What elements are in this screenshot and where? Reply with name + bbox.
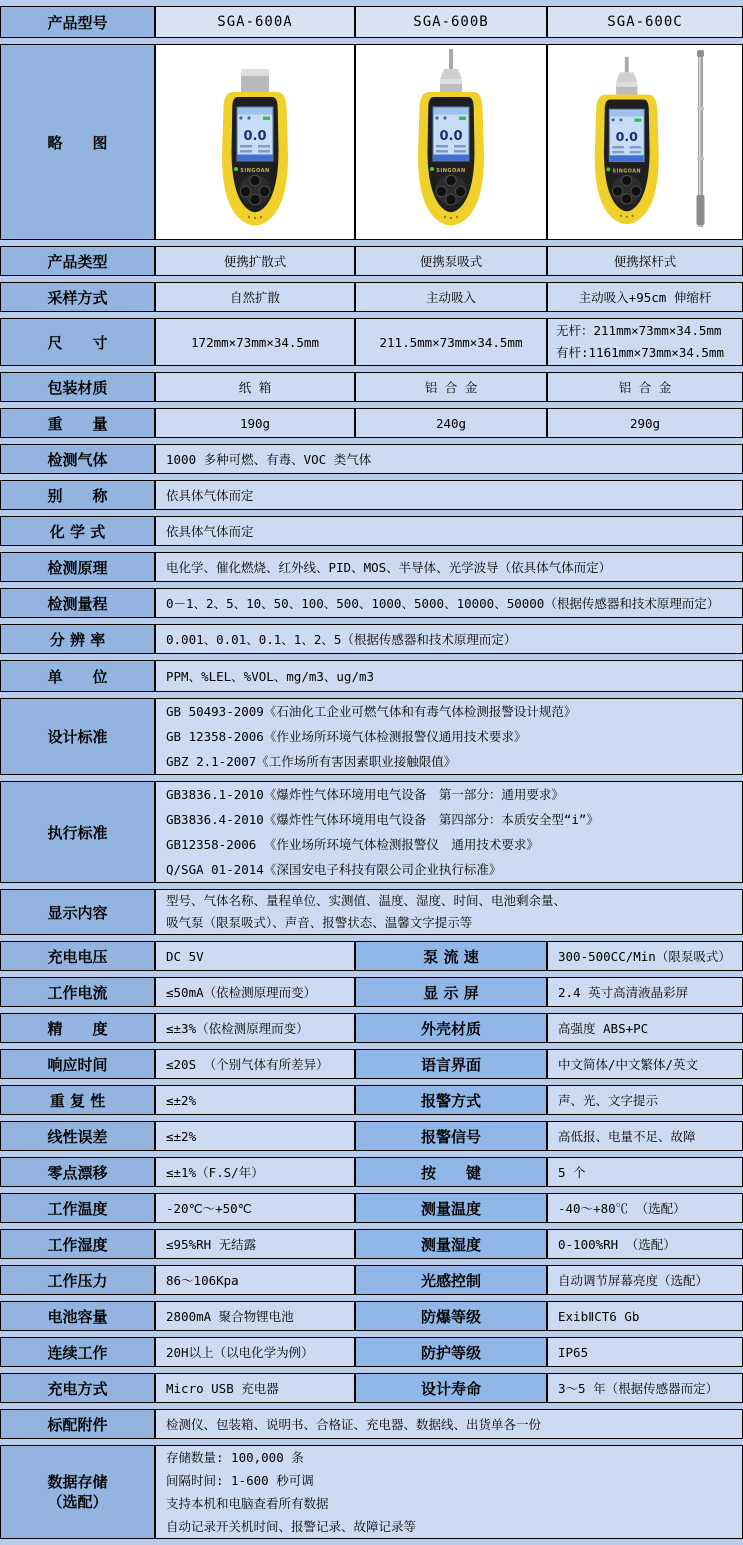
cell-model-a <box>155 318 355 366</box>
full-width-value-cell <box>155 698 743 775</box>
fan-icon <box>247 116 250 119</box>
row-header-cell <box>0 552 155 582</box>
table-row <box>0 1085 743 1115</box>
table-row <box>0 516 743 546</box>
row-header-label: 分 辨 率 <box>49 630 106 649</box>
cell-value: 吸气泵（限泵吸式）、声音、报警状态、温馨文字提示等 <box>166 915 473 930</box>
row-header-cell <box>0 1013 155 1043</box>
cell-value: 1000 多种可燃、有毒、VOC 类气体 <box>166 451 372 467</box>
row-header-label: 产品类型 <box>47 252 108 271</box>
table-row <box>0 1049 743 1079</box>
row-header-cell <box>0 408 155 438</box>
cell-value: 3～5 年（根据传感器而定） <box>558 1381 719 1396</box>
accessories-row <box>0 1409 743 1439</box>
table-row <box>0 372 743 402</box>
pump-probe <box>616 57 637 96</box>
right-value-cell <box>547 1157 743 1187</box>
cell-value: 0－1、2、5、10、50、100、500、1000、5000、10000、50000（根据传感器和技术原理而定） <box>166 595 720 611</box>
cell-model-a <box>155 408 355 438</box>
row-header-label: 工作温度 <box>47 1199 108 1218</box>
right-value-cell <box>547 1301 743 1331</box>
row-header-label: 电池容量 <box>47 1307 108 1326</box>
row-header-cell <box>0 246 155 276</box>
cell-model-b <box>355 408 547 438</box>
row-header-cell <box>355 1157 547 1187</box>
screen-reading: 0.0 <box>615 129 638 145</box>
right-value-cell <box>547 941 743 971</box>
dpad <box>436 175 467 206</box>
row-header-cell <box>0 282 155 312</box>
table-row <box>0 552 743 582</box>
row-header-label: 采样方式 <box>47 288 108 307</box>
row-header-cell <box>355 1229 547 1259</box>
row-header-cell <box>355 1193 547 1223</box>
left-value-cell <box>155 1157 355 1187</box>
cell-value: PPM、%LEL、%VOL、mg/m3、ug/m3 <box>166 668 375 684</box>
row-header-label: 设计标准 <box>47 728 108 746</box>
table-row <box>0 246 743 276</box>
row-header-cell <box>0 444 155 474</box>
row-header-label: 工作压力 <box>47 1271 108 1290</box>
row-header-label: 工作湿度 <box>47 1235 108 1254</box>
row-header-label: 响应时间 <box>47 1055 108 1074</box>
full-width-value-cell <box>155 889 743 935</box>
telescopic-rod <box>697 50 705 227</box>
left-value-cell <box>155 1229 355 1259</box>
row-header-label: 执行标准 <box>47 823 108 842</box>
cell-value: 主动吸入+95cm 伸缩杆 <box>578 289 712 305</box>
battery-icon <box>635 118 642 121</box>
row-header-label: 精 度 <box>47 1019 108 1038</box>
cell-value: 300-500CC/Min（限泵吸式） <box>558 949 731 964</box>
row-header-label: 按 键 <box>420 1163 481 1182</box>
row-header-label: 线性误差 <box>47 1127 108 1146</box>
row-header-label: 充电方式 <box>47 1379 108 1398</box>
row-header-label: 设计寿命 <box>420 1379 481 1398</box>
screen-reading: 0.0 <box>243 129 267 144</box>
row-header-label: 外壳材质 <box>420 1019 481 1038</box>
row-header-cell <box>0 372 155 402</box>
right-value-cell <box>547 1085 743 1115</box>
row-header-label: 测量湿度 <box>420 1235 481 1254</box>
row-header-label: 重 复 性 <box>49 1091 106 1110</box>
cell-value: 纸 箱 <box>238 380 272 395</box>
cell-value: 依具体气体而定 <box>166 523 254 539</box>
cell-value: 172mm×73mm×34.5mm <box>191 334 319 350</box>
row-header-label: 显示内容 <box>47 903 108 922</box>
power-led <box>234 167 238 171</box>
cell-value: -40～+80℃ （选配） <box>558 1201 686 1216</box>
storage-line: 存储数量: 100,000 条 <box>166 1450 304 1465</box>
cell-model-b <box>355 246 547 276</box>
cell-value: 190g <box>239 415 271 431</box>
model-name: SGA-600B <box>413 14 489 30</box>
row-header-cell <box>355 1013 547 1043</box>
row-header-cell <box>0 1121 155 1151</box>
full-width-value-cell <box>155 444 743 474</box>
row-header-label: 显 示 屏 <box>423 983 479 1002</box>
row-header-cell <box>355 1085 547 1115</box>
battery-icon <box>263 117 270 121</box>
cell-value: GB12358-2006 《作业场所环境气体检测报警仪 通用技术要求》 <box>166 837 539 852</box>
cell-model-b <box>355 318 547 366</box>
full-width-value-cell <box>155 552 743 582</box>
model-cell-a <box>155 6 355 38</box>
cell-value: 检测仪、包装箱、说明书、合格证、充电器、数据线、出货单各一份 <box>166 1417 542 1432</box>
row-header-cell <box>355 1121 547 1151</box>
cell-value: GB3836.4-2010《爆炸性气体环境用电气设备 第四部分：本质安全型“i”》 <box>166 812 599 827</box>
cell-model-c <box>547 246 743 276</box>
left-value-cell <box>155 1337 355 1367</box>
model-cell-c <box>547 6 743 38</box>
row-header-label: 光感控制 <box>420 1271 481 1290</box>
table-row <box>0 408 743 438</box>
row-header-cell <box>0 6 155 38</box>
row-header-label: 防爆等级 <box>420 1307 481 1326</box>
cell-value: 中文简体/中文繁体/英文 <box>558 1057 699 1072</box>
cell-value: ≤±2% <box>166 1128 197 1144</box>
row-header-label: 数据存储 <box>47 1473 108 1491</box>
cell-value: 290g <box>629 415 661 431</box>
cell-value: Q/SGA 01-2014《深国安电子科技有限公司企业执行标准》 <box>166 862 502 877</box>
row-header-cell <box>0 660 155 692</box>
table-row <box>0 1193 743 1223</box>
device-image-sga-600c <box>570 47 720 237</box>
product-photo-cell-sga600b <box>355 44 547 240</box>
cell-model-b <box>355 372 547 402</box>
brand-label: SINGOAN <box>612 168 642 175</box>
right-value-cell <box>547 1265 743 1295</box>
status-bar <box>610 155 644 161</box>
left-value-cell <box>155 1049 355 1079</box>
row-header-cell <box>0 480 155 510</box>
cell-value: 声、光、文字提示 <box>558 1093 659 1108</box>
full-width-value-cell <box>155 660 743 692</box>
cell-value: ≤95%RH 无结露 <box>166 1237 257 1252</box>
full-width-value-cell <box>155 781 743 883</box>
row-header-cell <box>0 318 155 366</box>
row-header-label: 别 称 <box>47 486 108 505</box>
cell-value: 2.4 英寸高清液晶彩屏 <box>558 985 689 1000</box>
dpad <box>240 175 271 206</box>
row-header-label: 标配附件 <box>47 1415 108 1434</box>
device-with-probe <box>595 57 659 224</box>
right-value-cell <box>547 1337 743 1367</box>
cell-value: GB 50493-2009《石油化工企业可燃气体和有毒气体检测报警设计规范》 <box>166 704 577 719</box>
cell-model-b <box>355 282 547 312</box>
table-row <box>0 318 743 366</box>
cell-value: 便携泵吸式 <box>419 254 483 269</box>
row-header-label: 检测量程 <box>47 594 108 613</box>
right-value-cell <box>547 1373 743 1403</box>
table-row <box>0 1013 743 1043</box>
cell-value: ExibⅡCT6 Gb <box>558 1308 640 1324</box>
cell-model-a <box>155 372 355 402</box>
cell-value: 5 个 <box>558 1165 586 1180</box>
full-width-value-cell <box>155 516 743 546</box>
table-row <box>0 977 743 1007</box>
cell-value: 便携扩散式 <box>223 254 287 269</box>
cell-value: ≤±2% <box>166 1092 197 1108</box>
row-header-cell <box>0 1265 155 1295</box>
cell-model-a <box>155 246 355 276</box>
table-row <box>0 698 743 775</box>
model-cell-b <box>355 6 547 38</box>
row-header-cell <box>0 44 155 240</box>
sketch-row <box>0 44 743 240</box>
cell-value: 自然扩散 <box>229 290 280 305</box>
row-header-cell <box>0 1193 155 1223</box>
row-header-cell <box>0 941 155 971</box>
cell-value: 电化学、催化燃烧、红外线、PID、MOS、半导体、光学波导（依具体气体而定） <box>166 559 612 575</box>
table-row <box>0 588 743 618</box>
row-header-label: 泵 流 速 <box>423 947 479 966</box>
speaker-icon <box>239 116 242 119</box>
cell-model-c <box>547 282 743 312</box>
left-value-cell <box>155 977 355 1007</box>
left-value-cell <box>155 1301 355 1331</box>
row-header-cell <box>0 1409 155 1439</box>
table-row <box>0 480 743 510</box>
storage-line: 自动记录开关机时间、报警记录、故障记录等 <box>166 1519 417 1534</box>
cell-value: 86～106Kpa <box>166 1273 239 1288</box>
row-header-label: 包装材质 <box>47 378 108 397</box>
fan-icon <box>619 118 622 121</box>
table-row <box>0 781 743 883</box>
right-value-cell <box>547 1049 743 1079</box>
pump-probe <box>440 49 462 93</box>
model-number-row <box>0 6 743 38</box>
table-row <box>0 941 743 971</box>
cell-value: -20℃～+50℃ <box>166 1201 252 1216</box>
right-value-cell <box>547 1193 743 1223</box>
row-header-label: 零点漂移 <box>47 1163 108 1182</box>
cell-model-c <box>547 408 743 438</box>
left-value-cell <box>155 1265 355 1295</box>
cell-value: ≤50mA（依检测原理而变） <box>166 985 317 1000</box>
cell-value: 高低报、电量不足、故障 <box>558 1129 696 1144</box>
table-row <box>0 1265 743 1295</box>
row-header-cell <box>355 1265 547 1295</box>
device-image-sga-600b <box>376 47 526 237</box>
row-header-label: 报警方式 <box>420 1091 481 1110</box>
row-header-label: 化 学 式 <box>49 522 106 541</box>
full-width-value-cell <box>155 624 743 654</box>
sensor-cap <box>241 69 269 93</box>
cell-model-a <box>155 282 355 312</box>
row-header-cell <box>355 1301 547 1331</box>
device-image-sga-600a <box>180 47 330 237</box>
storage-line: 支持本机和电脑查看所有数据 <box>166 1496 329 1511</box>
row-header-cell <box>0 516 155 546</box>
row-header-cell <box>0 1229 155 1259</box>
cell-value: ≤±1%（F.S/年） <box>166 1165 264 1180</box>
right-value-cell <box>547 1229 743 1259</box>
row-header-cell <box>0 1301 155 1331</box>
cell-value: 240g <box>435 415 467 431</box>
row-header-cell <box>0 1337 155 1367</box>
row-header-label: 检测原理 <box>47 558 108 577</box>
cell-value: 铝 合 金 <box>424 380 478 395</box>
right-value-cell <box>547 1013 743 1043</box>
product-photo-cell-sga600a <box>155 44 355 240</box>
row-header-label: 检测气体 <box>47 450 108 469</box>
cell-value: 依具体气体而定 <box>166 487 254 503</box>
cell-value: 主动吸入 <box>425 290 476 305</box>
table-row <box>0 624 743 654</box>
row-header-cell <box>0 1049 155 1079</box>
row-header-cell <box>355 941 547 971</box>
cell-value: GB 12358-2006《作业场所环境气体检测报警仪通用技术要求》 <box>166 729 527 744</box>
row-header-label: 充电电压 <box>47 947 108 966</box>
table-row <box>0 1121 743 1151</box>
row-header-label: 尺 寸 <box>47 333 108 352</box>
right-value-cell <box>547 977 743 1007</box>
data-storage-row <box>0 1445 743 1539</box>
left-value-cell <box>155 1373 355 1403</box>
row-header-label: 重 量 <box>47 414 108 433</box>
screen-reading: 0.0 <box>439 129 463 144</box>
cell-value: 高强度 ABS+PC <box>558 1021 649 1036</box>
table-row <box>0 282 743 312</box>
table-row <box>0 1301 743 1331</box>
data-storage-value-cell <box>155 1445 743 1539</box>
row-header-cell <box>355 1373 547 1403</box>
row-header-cell <box>0 977 155 1007</box>
brand-label: SINGOAN <box>436 168 466 174</box>
cell-value: ≤±3%（依检测原理而变） <box>166 1021 309 1036</box>
cell-value: DC 5V <box>166 948 204 964</box>
fan-icon <box>443 116 446 119</box>
row-header-cell <box>0 624 155 654</box>
model-name: SGA-600C <box>607 14 683 30</box>
speaker-icon <box>435 116 438 119</box>
dpad <box>612 175 642 205</box>
brand-label: SINGOAN <box>240 168 270 174</box>
table-row <box>0 1229 743 1259</box>
row-header-cell <box>0 889 155 935</box>
row-header-label: 报警信号 <box>420 1127 481 1146</box>
model-name: SGA-600A <box>217 14 293 30</box>
table-row <box>0 444 743 474</box>
cell-value: 便携探杆式 <box>613 253 677 269</box>
accessories-value-cell <box>155 1409 743 1439</box>
cell-value: ≤20S （个别气体有所差异） <box>166 1057 329 1072</box>
row-header-label: 略 图 <box>47 133 108 152</box>
row-header-cell <box>0 588 155 618</box>
left-value-cell <box>155 1193 355 1223</box>
row-header-label: 连续工作 <box>47 1343 108 1362</box>
status-bar <box>238 155 273 161</box>
cell-value: 0-100%RH （选配） <box>558 1237 676 1252</box>
cell-model-c <box>547 318 743 366</box>
row-header-label: 产品型号 <box>47 13 108 32</box>
cell-value: GB3836.1-2010《爆炸性气体环境用电气设备 第一部分：通用要求》 <box>166 787 564 802</box>
cell-value: 2800mA 聚合物锂电池 <box>166 1309 294 1324</box>
lcd-screen <box>237 107 273 161</box>
row-header-cell <box>0 1157 155 1187</box>
row-header-cell <box>355 1337 547 1367</box>
full-width-value-cell <box>155 480 743 510</box>
left-value-cell <box>155 941 355 971</box>
cell-model-c <box>547 372 743 402</box>
table-row <box>0 1373 743 1403</box>
table-row <box>0 1157 743 1187</box>
cell-value: Micro USB 充电器 <box>166 1381 279 1396</box>
row-header-cell <box>0 1085 155 1115</box>
row-header-cell <box>0 698 155 775</box>
left-value-cell <box>155 1013 355 1043</box>
full-width-value-cell <box>155 588 743 618</box>
cell-value: 有杆:1161mm×73mm×34.5mm <box>556 345 724 360</box>
cell-value: 型号、气体名称、量程单位、实测值、温度、湿度、时间、电池剩余量、 <box>166 893 567 908</box>
row-header-label: 测量温度 <box>420 1199 481 1218</box>
lcd-screen <box>609 109 644 161</box>
cell-value: 自动调节屏幕亮度（选配） <box>558 1273 709 1288</box>
cell-value: 0.001、0.01、0.1、1、2、5（根据传感器和技术原理而定） <box>166 631 517 647</box>
table-row <box>0 660 743 692</box>
row-header-label: 防护等级 <box>420 1343 481 1362</box>
product-photo-cell-sga600c <box>547 44 743 240</box>
cell-value: 无杆：211mm×73mm×34.5mm <box>556 323 722 338</box>
row-header-cell <box>0 1445 155 1539</box>
cell-value: 20H以上（以电化学为例） <box>166 1345 314 1360</box>
row-header-cell <box>0 1373 155 1403</box>
status-bar <box>434 155 469 161</box>
power-led <box>606 167 610 171</box>
storage-line: 间隔时间: 1-600 秒可调 <box>166 1473 314 1488</box>
left-value-cell <box>155 1121 355 1151</box>
row-header-label: 语言界面 <box>420 1055 481 1074</box>
row-header-cell <box>355 977 547 1007</box>
row-header-cell <box>0 781 155 883</box>
table-row <box>0 1337 743 1367</box>
right-value-cell <box>547 1121 743 1151</box>
table-row <box>0 889 743 935</box>
cell-value: GBZ 2.1-2007《工作场所有害因素职业接触限值》 <box>166 754 457 769</box>
cell-value: 铝 合 金 <box>618 379 672 395</box>
lcd-screen <box>433 107 469 161</box>
row-header-label: （选配） <box>47 1493 108 1511</box>
row-header-cell <box>355 1049 547 1079</box>
row-header-label: 工作电流 <box>47 983 108 1002</box>
cell-value: IP65 <box>558 1344 589 1360</box>
cell-value: 211.5mm×73mm×34.5mm <box>379 334 523 350</box>
battery-icon <box>459 117 466 121</box>
speaker-icon <box>612 118 615 121</box>
power-led <box>430 167 434 171</box>
row-header-label: 单 位 <box>47 667 108 686</box>
left-value-cell <box>155 1085 355 1115</box>
